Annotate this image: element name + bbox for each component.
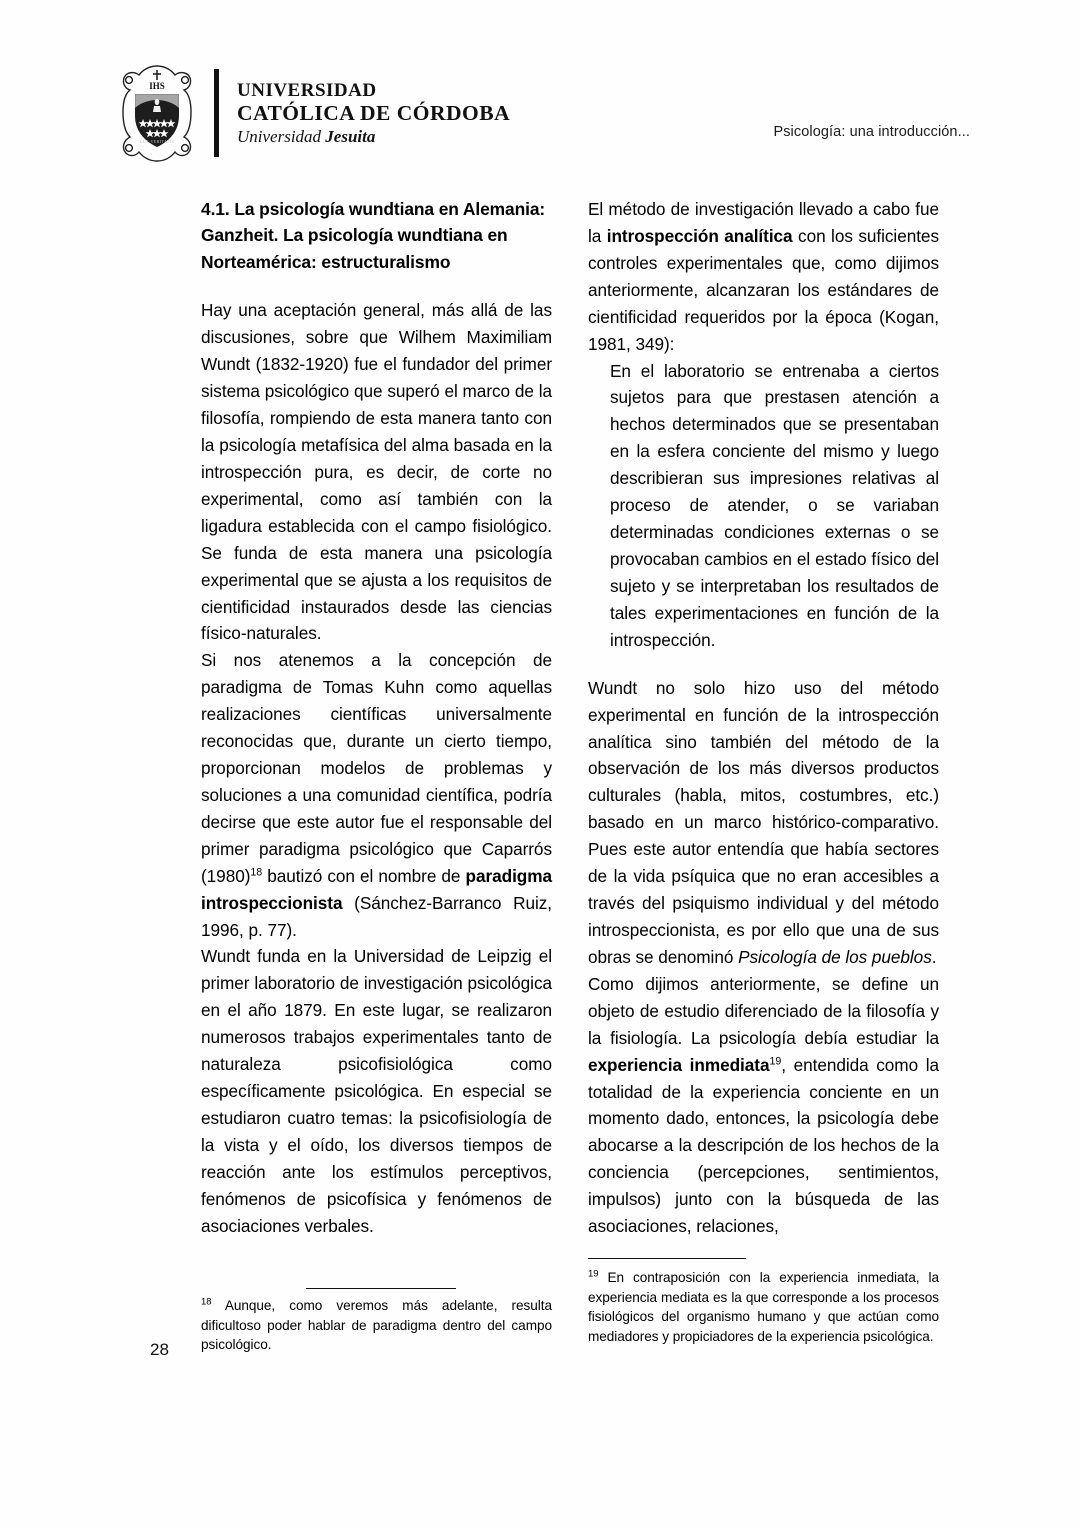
running-head: Psicología: una introducción... bbox=[773, 124, 970, 140]
right-paragraph-1-part2: con los suficientes controles experimentales que, como dijimos anteriormente, alcanzaran los estándares de cientificidad requeridos por la época (Kogan, 1981, 349): bbox=[588, 225, 939, 354]
footnote-19-marker: 19 bbox=[588, 1268, 599, 1280]
page-header bbox=[118, 62, 970, 172]
footnote-column-right bbox=[588, 1258, 939, 1418]
footnote-19 bbox=[588, 1268, 939, 1347]
footnote-19-text: En contraposición con la experiencia inmediata, la experiencia mediata es la que corresponde a los procesos fisiológicos del organismo humano y que actúan como mediadores y propiciadores de la experiencia psicológica. bbox=[588, 1270, 939, 1345]
left-paragraph-2 bbox=[201, 647, 552, 943]
left-paragraph-2-bold: paradigma introspeccionista bbox=[201, 865, 552, 913]
wordmark-line-3-bold: Jesuita bbox=[325, 127, 376, 147]
wordmark-line-2: CATÓLICA DE CÓRDOBA bbox=[237, 101, 511, 126]
left-column bbox=[201, 196, 552, 1256]
section-title: 4.1. La psicología wundtiana en Alemania: Ganzheit. La psicología wundtiana en Norteamérica: estructuralismo bbox=[201, 199, 546, 272]
right-paragraph-3-part2: , entendida como la totalidad de la experiencia conciente en un momento dado, entonces, la psicología debe abocarse a la descripción de los hechos de la conciencia (percepciones, sentimientos, impulsos) junto con la búsqueda de las asociaciones, relaciones, bbox=[588, 1054, 939, 1237]
wordmark-line-3-regular: Universidad bbox=[237, 127, 326, 147]
block-quote: En el laboratorio se entrenaba a ciertos sujetos para que prestasen atención a hechos determinados que se presentaban en la esfera conciente del mismo y luego describieran sus impresiones relativas al proceso de atender, o se variaban determinadas condiciones externas o se provocaban cambios en el estado físico del sujeto y se interpretaban los resultados de tales experimentaciones en función de la introspección. bbox=[610, 360, 939, 650]
footnote-ref-19[interactable]: 19 bbox=[769, 1054, 782, 1067]
logo-divider bbox=[214, 69, 219, 157]
left-paragraph-2-part3: (Sánchez-Barranco Ruiz, 1996, p. 77). bbox=[201, 892, 552, 940]
footnote-18-marker: 18 bbox=[201, 1296, 212, 1308]
footnote-separator-left bbox=[306, 1288, 456, 1289]
footnotes-area bbox=[201, 1258, 939, 1418]
left-paragraph-2-part1: Si nos atenemos a la concepción de paradigma de Tomas Kuhn como aquellas realizaciones científicas universalmente reconocidas que, durante un cierto tiempo, proporcionan modelos de problemas y soluciones a una comunidad científica, podría decirse que este autor fue el responsable del primer paradigma psicológico que Caparrós (1980) bbox=[201, 650, 552, 886]
right-paragraph-3 bbox=[588, 971, 939, 1240]
footnote-18 bbox=[201, 1296, 552, 1355]
right-paragraph-2-part1: Wundt no solo hizo uso del método experimental en función de la introspección analítica sino también del método de la observación de los más diversos productos culturales (habla, mitos, costumbres, etc.) basado en un marco histórico-comparativo. Pues este autor entendía que había sectores de la vida psíquica que no eran accesibles a través del psiquismo individual y del método introspeccionista, es por ello que una de sus obras se denominó bbox=[588, 677, 939, 967]
body-columns bbox=[201, 196, 939, 1256]
left-paragraph-2-part2: bautizó con el nombre de bbox=[262, 865, 466, 886]
page-number: 28 bbox=[150, 1340, 169, 1359]
left-paragraph-3: Wundt funda en la Universidad de Leipzig el primer laboratorio de investigación psicológica en el año 1879. En este lugar, se realizaron numerosos trabajos experimentales tanto de naturaleza psicofisiológica como específicamente psicológica. En especial se estudiaron cuatro temas: la psicofisiología de la vista y el oído, los diversos tiempos de reacción ante los estímulos perceptivos, fenómenos de psicofísica y fenómenos de asociaciones verbales. bbox=[201, 946, 552, 1236]
right-paragraph-1 bbox=[588, 196, 939, 358]
right-paragraph-1-bold: introspección analítica bbox=[606, 225, 793, 246]
left-paragraph-1: Hay una aceptación general, más allá de las discusiones, sobre que Wilhem Maximiliam Wundt (1832-1920) fue el fundador del primer sistema psicológico que superó el marco de la filosofía, rompiendo de esta manera tanto con la psicología metafísica del alma basada en la introspección pura, es decir, de corte no experimental, como así también con la ligadura establecida con el campo fisiológico. Se funda de esta manera una psicología experimental que se ajusta a los requisitos de cientificidad instaurados desde las ciencias físico-naturales. bbox=[201, 300, 552, 644]
svg-text:IHS: IHS bbox=[149, 81, 165, 91]
footnote-separator-right bbox=[588, 1258, 746, 1259]
right-paragraph-3-part1: Como dijimos anteriormente, se define un objeto de estudio diferenciado de la filosofía y la fisiología. La psicología debía estudiar la bbox=[588, 973, 939, 1048]
footnote-column-left bbox=[201, 1258, 552, 1418]
right-paragraph-3-bold: experiencia inmediata bbox=[588, 1054, 770, 1075]
wordmark-line-1: UNIVERSIDAD bbox=[237, 79, 377, 101]
right-paragraph-2-part2: . bbox=[931, 946, 937, 967]
wordmark-line-3 bbox=[237, 127, 510, 146]
jesuit-crest-icon bbox=[118, 62, 196, 164]
right-column bbox=[588, 196, 939, 1256]
footnote-ref-18[interactable]: 18 bbox=[250, 865, 263, 878]
right-paragraph-1-part1: El método de investigación llevado a cabo fue la bbox=[588, 199, 939, 246]
footnote-18-text: Aunque, como veremos más adelante, resulta dificultoso poder hablar de paradigma dentro del campo psicológico. bbox=[201, 1298, 552, 1353]
right-paragraph-2 bbox=[588, 675, 939, 971]
university-wordmark bbox=[237, 80, 510, 146]
university-logo bbox=[118, 62, 510, 164]
svg-text:LUX VERITATIS: LUX VERITATIS bbox=[139, 139, 175, 144]
right-paragraph-2-italic: Psicología de los pueblos bbox=[738, 946, 932, 967]
